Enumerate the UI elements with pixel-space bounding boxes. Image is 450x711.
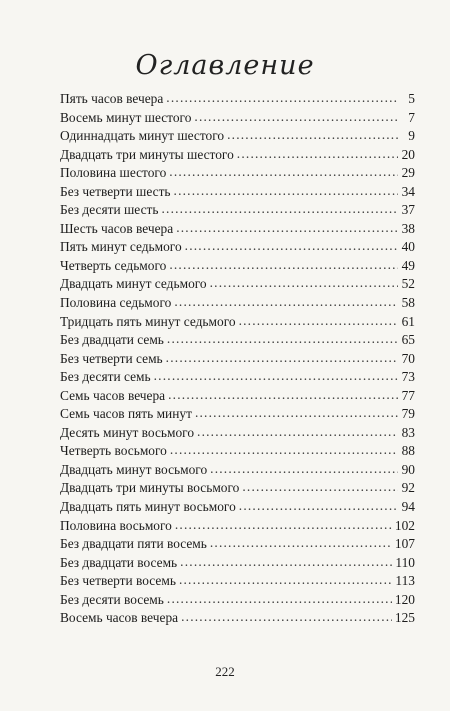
toc-entry-page-number: 65 — [401, 332, 415, 348]
toc-entry-title: Двадцать три минуты шестого — [60, 146, 234, 162]
dot-leader — [195, 404, 398, 423]
dot-leader — [210, 274, 398, 293]
toc-entry — [60, 498, 415, 517]
toc-entry-page-number: 90 — [401, 461, 415, 477]
toc-entry — [60, 313, 415, 332]
toc-entry-page-number: 77 — [401, 387, 415, 403]
toc-entry-page-number: 29 — [401, 165, 415, 181]
toc-entry-page-number: 58 — [401, 295, 415, 311]
toc-entry-title: Двадцать пять минут восьмого — [60, 499, 236, 515]
toc-entry — [60, 479, 415, 498]
toc-entry-title: Без двадцати семь — [60, 332, 164, 348]
toc-entry-title: Без двадцати пяти восемь — [60, 536, 207, 552]
toc-entry-title: Одиннадцать минут шестого — [60, 128, 225, 144]
dot-leader — [239, 497, 398, 516]
toc-entry — [60, 609, 415, 628]
toc-entry — [60, 201, 415, 220]
toc-entry — [60, 257, 415, 276]
toc-entry — [60, 220, 415, 239]
toc-entry-title: Без четверти восемь — [60, 573, 176, 589]
toc-entry-page-number: 120 — [394, 591, 415, 607]
toc-entry-title: Пять часов вечера — [60, 91, 164, 106]
dot-leader — [194, 108, 398, 127]
dot-leader — [168, 386, 398, 405]
dot-leader — [167, 330, 398, 349]
toc-entry — [60, 591, 415, 610]
toc-entry-title: Шесть часов вечера — [60, 220, 174, 236]
toc-entry-page-number: 125 — [394, 610, 415, 626]
toc-entry-page-number: 49 — [401, 257, 415, 273]
toc-entry-title: Половина седьмого — [60, 295, 172, 311]
toc-entry — [60, 535, 415, 554]
dot-leader — [181, 608, 392, 627]
toc-entry-title: Семь часов вечера — [60, 387, 166, 403]
dot-leader — [210, 460, 398, 479]
dot-leader — [197, 423, 398, 442]
toc-entry-title: Без двадцати восемь — [60, 554, 178, 570]
toc-entry-page-number: 20 — [401, 146, 415, 162]
toc-entry-page-number: 107 — [394, 536, 415, 552]
dot-leader — [239, 312, 398, 331]
toc-entry-title: Двадцать минут седьмого — [60, 276, 207, 292]
page-number: 222 — [215, 664, 235, 679]
toc-entry — [60, 517, 415, 536]
dot-leader — [180, 553, 392, 572]
toc-entry — [60, 164, 415, 183]
dot-leader — [237, 145, 398, 164]
toc-entry-title: Тридцать пять минут седьмого — [60, 313, 236, 329]
dot-leader — [185, 237, 398, 256]
toc-entry-page-number: 40 — [401, 239, 415, 255]
toc-entry-title: Без десяти восемь — [60, 591, 164, 607]
toc-entry-page-number: 94 — [401, 499, 415, 515]
toc-entry-title: Пять минут седьмого — [60, 239, 182, 255]
dot-leader — [174, 182, 398, 201]
dot-leader — [167, 590, 392, 609]
toc-entry-page-number: 92 — [401, 480, 415, 496]
toc-entry — [60, 461, 415, 480]
toc-entry — [60, 146, 415, 165]
dot-leader — [161, 200, 398, 219]
toc-entry — [60, 350, 415, 369]
dot-leader — [210, 534, 392, 553]
dot-leader — [166, 89, 398, 108]
toc-entry-page-number: 9 — [408, 128, 415, 144]
dot-leader — [169, 163, 398, 182]
dot-leader — [227, 126, 398, 145]
dot-leader — [166, 349, 398, 368]
toc-entry — [60, 238, 415, 257]
toc-entry — [60, 275, 415, 294]
toc-entry-page-number: 88 — [401, 443, 415, 459]
toc-entry-page-number: 37 — [401, 202, 415, 218]
toc-entry-page-number: 102 — [394, 517, 415, 533]
dot-leader — [154, 367, 398, 386]
toc-entry-page-number: 5 — [408, 91, 415, 106]
toc-entry-title: Без четверти шесть — [60, 183, 171, 199]
toc-entry-page-number: 110 — [395, 554, 415, 570]
toc-entry — [60, 331, 415, 350]
toc-entry-title: Без десяти семь — [60, 369, 151, 385]
toc-entry — [60, 294, 415, 313]
toc-entry-page-number: 73 — [401, 369, 415, 385]
toc-entry-title: Без четверти семь — [60, 350, 163, 366]
toc-entry-title: Без десяти шесть — [60, 202, 159, 218]
toc-entry-title: Десять минут восьмого — [60, 424, 195, 440]
toc-entry-page-number: 70 — [401, 350, 415, 366]
toc-entry — [60, 109, 415, 128]
table-of-contents — [60, 90, 415, 628]
toc-entry-page-number: 7 — [408, 109, 415, 125]
toc-entry-page-number: 34 — [401, 183, 415, 199]
toc-entry — [60, 554, 415, 573]
toc-entry-title: Четверть седьмого — [60, 257, 167, 273]
toc-entry — [60, 127, 415, 146]
toc-entry-page-number: 38 — [401, 220, 415, 236]
toc-entry-page-number: 83 — [401, 424, 415, 440]
dot-leader — [179, 571, 392, 590]
toc-entry — [60, 368, 415, 387]
toc-entry — [60, 442, 415, 461]
dot-leader — [175, 516, 392, 535]
toc-entry — [60, 424, 415, 443]
toc-entry-title: Четверть восьмого — [60, 443, 167, 459]
toc-entry-page-number: 52 — [401, 276, 415, 292]
dot-leader — [242, 478, 398, 497]
toc-entry — [60, 387, 415, 406]
dot-leader — [174, 293, 398, 312]
toc-entry-title: Двадцать три минуты восьмого — [60, 480, 240, 496]
toc-entry-page-number: 79 — [401, 406, 415, 422]
toc-entry — [60, 90, 415, 109]
toc-entry-title: Двадцать минут восьмого — [60, 461, 208, 477]
page-title: Оглавление — [135, 50, 315, 81]
toc-entry-title: Семь часов пять минут — [60, 406, 192, 422]
toc-entry-page-number: 113 — [395, 573, 415, 589]
toc-entry-title: Восемь минут шестого — [60, 109, 192, 125]
toc-entry — [60, 572, 415, 591]
toc-entry-page-number: 61 — [401, 313, 415, 329]
toc-entry-title: Половина шестого — [60, 165, 167, 181]
toc-entry-title: Восемь часов вечера — [60, 610, 179, 626]
toc-entry-title: Половина восьмого — [60, 517, 172, 533]
toc-entry — [60, 183, 415, 202]
dot-leader — [176, 219, 398, 238]
toc-entry — [60, 405, 415, 424]
dot-leader — [170, 441, 398, 460]
dot-leader — [169, 256, 398, 275]
